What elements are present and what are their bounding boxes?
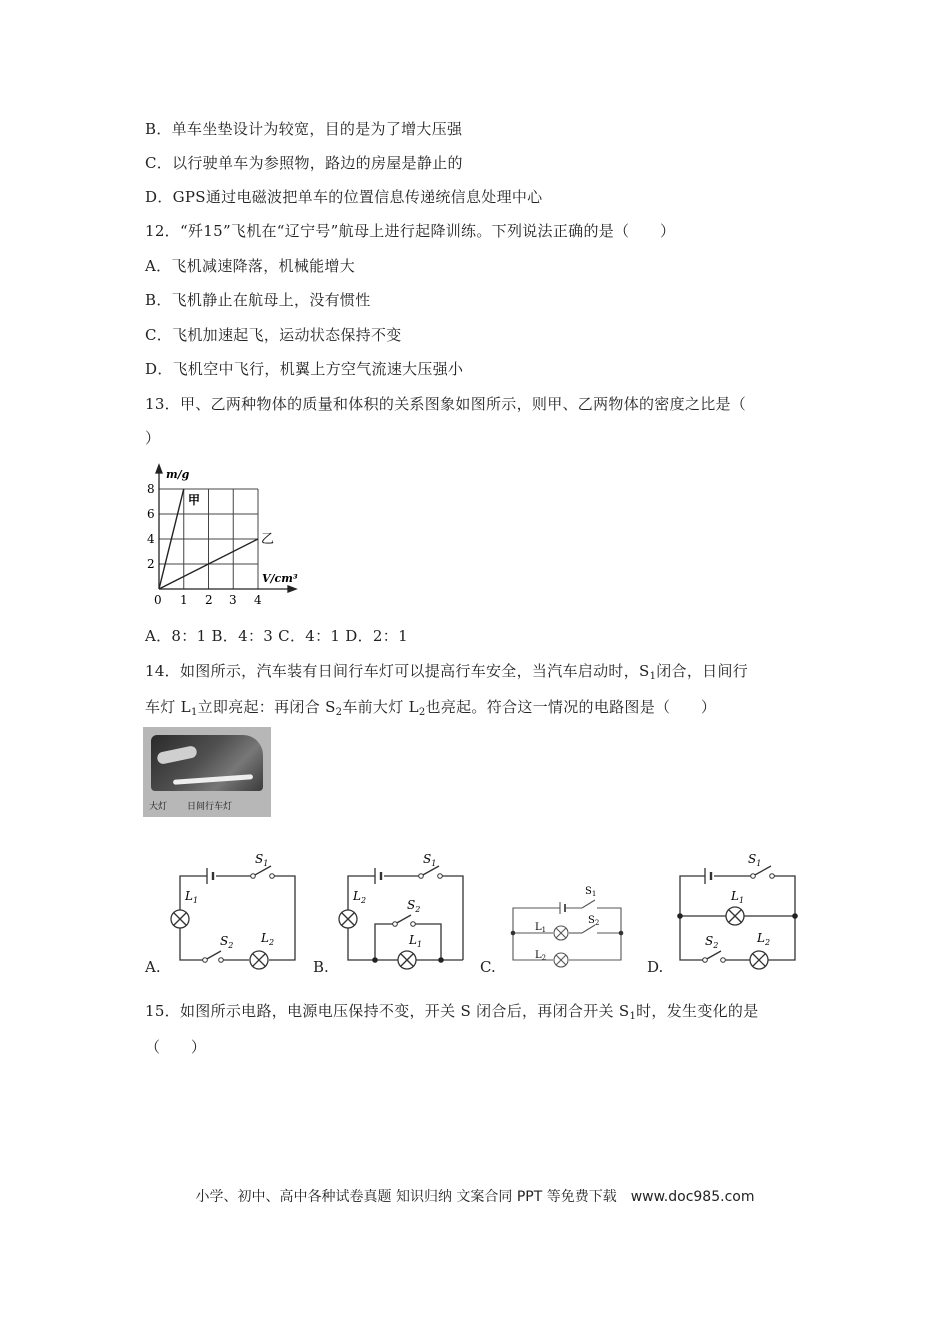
subscript: 2 (268, 938, 275, 947)
q12-stem: 12．“歼15”飞机在“辽宁号”航母上进行起降训练。下列说法正确的是（ ） (145, 222, 676, 240)
lamp-l2-label: L (535, 950, 542, 961)
subscript: 1 (649, 671, 657, 682)
subscript: 1 (629, 1011, 637, 1022)
subscript: 1 (541, 926, 547, 934)
x-axis-label: V/cm³ (262, 572, 298, 585)
series-jia-label: 甲 (188, 493, 201, 507)
circuit-c (505, 878, 630, 972)
q12-option-b: B．飞机静止在航母上，没有惯性 (145, 291, 371, 309)
svg-text:S1 (423, 852, 436, 868)
switch-s1-label: S (748, 852, 757, 866)
x-tick-label: 4 (254, 593, 262, 607)
subscript: 1 (263, 859, 269, 868)
svg-text:L2 (352, 889, 366, 905)
lamp-l1-label: L (409, 933, 417, 947)
origin-label: 0 (154, 593, 162, 607)
circuit-c-label: C. (480, 958, 496, 976)
q15-stem-line1 (145, 1001, 759, 1027)
switch-s2-label: S (220, 934, 229, 948)
switch-s1-label: S (585, 886, 592, 897)
q14-text: 车灯 L (145, 698, 191, 716)
q14-text: 车前大灯 L (342, 698, 419, 716)
subscript: 1 (431, 859, 437, 868)
subscript: 1 (591, 890, 597, 898)
x-tick-label: 3 (229, 593, 237, 607)
circuit-a (165, 848, 305, 972)
svg-text:S1 (255, 852, 268, 868)
lamp-l2-label: L (261, 931, 269, 945)
q14-stem-line1 (145, 661, 748, 687)
y-axis-label: m/g (166, 468, 190, 481)
mass-volume-graph (140, 462, 310, 612)
subscript: 2 (335, 707, 343, 718)
subscript: 2 (228, 941, 234, 950)
svg-text:S2 (407, 898, 420, 914)
q13-stem-line2: ） (145, 429, 161, 447)
q14-text: 14．如图所示，汽车装有日间行车灯可以提高行车安全，当汽车启动时，S (145, 662, 650, 680)
subscript: 1 (190, 707, 198, 718)
svg-text:S1 (748, 852, 761, 868)
subscript: 2 (541, 954, 547, 962)
y-tick-label: 2 (147, 557, 155, 571)
subscript: 2 (360, 896, 367, 905)
caption-daytime-light: 日间行车灯 (187, 802, 233, 812)
q15-stem-line2: （ ） (145, 1038, 207, 1056)
q14-text: 也亮起。符合这一情况的电路图是（ ） (425, 698, 717, 716)
svg-text:L1 (535, 922, 546, 934)
q12-option-c: C．飞机加速起飞，运动状态保持不变 (145, 326, 402, 344)
subscript: 2 (418, 707, 426, 718)
svg-text:L2 (535, 950, 546, 962)
q15-text: 时，发生变化的是 (636, 1002, 759, 1020)
q14-text: 闭合，日间行 (656, 662, 749, 680)
q11-option-c: C．以行驶单车为参照物，路边的房屋是静止的 (145, 154, 463, 172)
circuit-d (665, 848, 805, 972)
q14-text: 立即亮起：再闭合 S (197, 698, 336, 716)
svg-text:L2 (756, 931, 770, 947)
q14-stem-line2 (145, 697, 716, 723)
switch-s2-label: S (705, 934, 714, 948)
circuit-a-label: A. (145, 958, 161, 976)
lamp-l1-label: L (731, 889, 739, 903)
subscript: 1 (192, 896, 199, 905)
svg-text:S2 (588, 915, 599, 927)
page-footer: 小学、初中、高中各种试卷真题 知识归纳 文案合同 PPT 等免费下载 www.doc985.com (195, 1189, 755, 1205)
switch-s2-label: S (588, 915, 595, 926)
q13-options: A．8：1 B．4：3 C．4：1 D．2：1 (145, 627, 408, 645)
svg-text:L2 (260, 931, 274, 947)
svg-text:S2 (220, 934, 233, 950)
y-tick-label: 6 (147, 507, 155, 521)
subscript: 2 (713, 941, 719, 950)
q11-option-d: D．GPS通过电磁波把单车的位置信息传递统信息处理中心 (145, 188, 543, 206)
subscript: 1 (416, 940, 423, 949)
x-tick-label: 1 (180, 593, 188, 607)
lamp-l2-label: L (757, 931, 765, 945)
subscript: 1 (738, 896, 745, 905)
svg-text:L1 (730, 889, 744, 905)
y-tick-label: 8 (147, 482, 155, 496)
switch-s2-label: S (407, 898, 416, 912)
lamp-l1-label: L (185, 889, 193, 903)
lamp-l2-label: L (353, 889, 361, 903)
circuit-d-label: D. (647, 958, 664, 976)
car-light-photo (143, 727, 271, 817)
q12-option-d: D．飞机空中飞行，机翼上方空气流速大压强小 (145, 360, 464, 378)
svg-text:L1 (184, 889, 198, 905)
circuit-b (333, 848, 473, 972)
subscript: 2 (764, 938, 771, 947)
switch-s1-label: S (423, 852, 432, 866)
svg-text:S2 (705, 934, 718, 950)
circuit-b-label: B. (313, 958, 329, 976)
q15-text: 15．如图所示电路，电源电压保持不变，开关 S 闭合后，再闭合开关 S (145, 1002, 630, 1020)
y-tick-label: 4 (147, 532, 155, 546)
q12-option-a: A．飞机减速降落，机械能增大 (145, 257, 356, 275)
svg-text:L1 (408, 933, 422, 949)
subscript: 1 (756, 859, 762, 868)
subscript: 2 (594, 919, 600, 927)
q13-stem-line1: 13．甲、乙两种物体的质量和体积的关系图象如图所示，则甲、乙两物体的密度之比是（ (145, 395, 747, 413)
subscript: 2 (415, 905, 421, 914)
caption-headlight: 大灯 (149, 802, 168, 812)
series-yi-label: 乙 (261, 532, 275, 547)
q11-option-b: B．单车坐垫设计为较宽，目的是为了增大压强 (145, 120, 463, 138)
x-tick-label: 2 (205, 593, 213, 607)
graph-grid (159, 489, 258, 589)
switch-s1-label: S (255, 852, 264, 866)
lamp-l1-label: L (535, 922, 542, 933)
svg-text:S1 (585, 886, 596, 898)
